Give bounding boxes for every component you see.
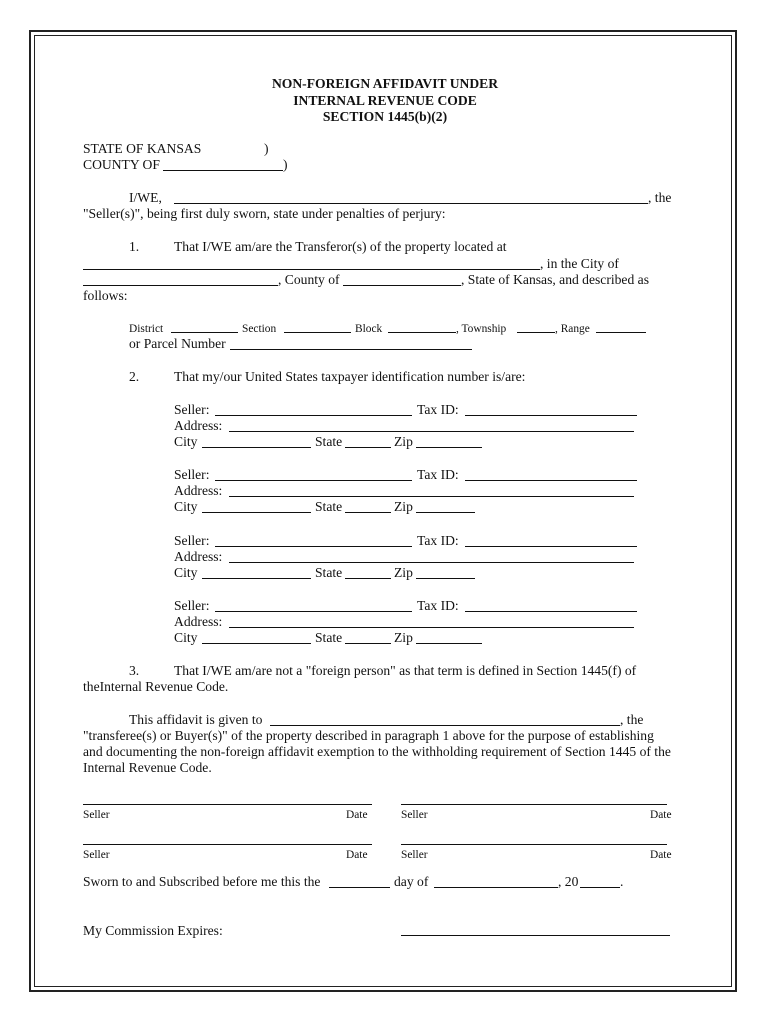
- range-field[interactable]: [596, 320, 646, 333]
- city-label: City: [174, 434, 198, 449]
- seller-caption: Seller: [83, 849, 110, 861]
- address-field[interactable]: [229, 614, 634, 628]
- seller-label: Seller:: [174, 402, 210, 417]
- para4-line-4: Internal Revenue Code.: [83, 760, 212, 775]
- township-field[interactable]: [517, 320, 555, 333]
- para4-the: , the: [620, 712, 644, 727]
- in-city-label: , in the City of: [540, 256, 619, 271]
- seller-name-field[interactable]: [215, 533, 412, 547]
- date-caption: Date: [346, 809, 368, 821]
- address-label: Address:: [174, 418, 223, 433]
- tax-id-field[interactable]: [465, 598, 637, 612]
- zip-field[interactable]: [416, 434, 482, 448]
- date-caption: Date: [650, 849, 672, 861]
- para1-number: 1.: [129, 239, 140, 254]
- seller-caption: Seller: [83, 809, 110, 821]
- para2-number: 2.: [129, 369, 140, 384]
- date-caption: Date: [650, 809, 672, 821]
- sworn-end: .: [620, 874, 624, 889]
- zip-label: Zip: [394, 434, 413, 449]
- zip-field[interactable]: [416, 565, 475, 579]
- sworn-year-field[interactable]: [580, 874, 620, 888]
- seller-label: Seller:: [174, 467, 210, 482]
- para4-line-3: and documenting the non-foreign affidavit exemption to the withholding requirement of Section 1445 of the: [83, 744, 671, 759]
- state-label: State: [315, 434, 343, 449]
- county-name-field[interactable]: [343, 272, 461, 286]
- zip-label: Zip: [394, 499, 413, 514]
- para3-text: That I/WE am/are not a "foreign person" as that term is defined in Section 1445(f) of: [174, 663, 637, 678]
- seller-signature-line[interactable]: [401, 792, 667, 805]
- commission-expires-field[interactable]: [401, 922, 670, 936]
- tax-id-field[interactable]: [465, 467, 637, 481]
- para3-number: 3.: [129, 663, 140, 678]
- seller-signature-line[interactable]: [83, 792, 372, 805]
- address-field[interactable]: [229, 549, 634, 563]
- title-line-2: INTERNAL REVENUE CODE: [293, 93, 477, 108]
- seller-signature-line[interactable]: [83, 832, 372, 845]
- block-field[interactable]: [388, 320, 456, 333]
- tax-id-label: Tax ID:: [417, 533, 459, 548]
- seller-name-field[interactable]: [215, 467, 412, 481]
- iwe-label: I/WE,: [129, 190, 162, 205]
- county-paren: ): [283, 157, 288, 172]
- state-field[interactable]: [345, 565, 391, 579]
- range-label: , Range: [555, 323, 590, 335]
- township-label: , Township: [456, 323, 507, 335]
- para4-start: This affidavit is given to: [129, 712, 263, 727]
- zip-label: Zip: [394, 565, 413, 580]
- seller-label: Seller:: [174, 598, 210, 613]
- state-label: STATE OF KANSAS: [83, 141, 202, 156]
- address-field[interactable]: [229, 483, 634, 497]
- property-address-field[interactable]: [83, 256, 540, 270]
- city-field[interactable]: [202, 499, 311, 513]
- transferee-field[interactable]: [270, 712, 620, 726]
- para2-text: That my/our United States taxpayer identification number is/are:: [174, 369, 526, 384]
- district-label: District: [129, 323, 164, 335]
- district-field[interactable]: [171, 320, 238, 333]
- sworn-day-field[interactable]: [329, 874, 390, 888]
- state-field[interactable]: [345, 499, 391, 513]
- date-caption: Date: [346, 849, 368, 861]
- commission-label: My Commission Expires:: [83, 923, 223, 938]
- tax-id-field[interactable]: [465, 533, 637, 547]
- city-label: City: [174, 499, 198, 514]
- seller-label: Seller:: [174, 533, 210, 548]
- title-line-3: SECTION 1445(b)(2): [322, 109, 448, 124]
- sworn-month-field[interactable]: [434, 874, 558, 888]
- follows-label: follows:: [83, 288, 128, 303]
- title-line-1: NON-FOREIGN AFFIDAVIT UNDER: [271, 76, 499, 91]
- zip-field[interactable]: [416, 499, 475, 513]
- section-label: Section: [242, 323, 277, 335]
- state-label: State: [315, 565, 343, 580]
- city-label: City: [174, 630, 198, 645]
- address-field[interactable]: [229, 418, 634, 432]
- state-field[interactable]: [345, 630, 391, 644]
- city-field[interactable]: [202, 630, 311, 644]
- intro-line-2: "Seller(s)", being first duly sworn, state under penalties of perjury:: [83, 206, 446, 221]
- address-label: Address:: [174, 614, 223, 629]
- city-field[interactable]: [202, 565, 311, 579]
- address-label: Address:: [174, 483, 223, 498]
- seller-name-field[interactable]: [215, 598, 412, 612]
- county-field[interactable]: [163, 157, 283, 171]
- seller-names-field[interactable]: [174, 190, 648, 204]
- seller-name-field[interactable]: [215, 402, 412, 416]
- para4-line-2: "transferee(s) or Buyer(s)" of the property described in paragraph 1 above for the purpose of establishing: [83, 728, 654, 743]
- county-label: COUNTY OF: [83, 157, 160, 172]
- seller-caption: Seller: [401, 849, 428, 861]
- parcel-label: or Parcel Number: [129, 336, 226, 351]
- day-of-label: day of: [394, 874, 429, 889]
- section-field[interactable]: [284, 320, 351, 333]
- tax-id-field[interactable]: [465, 402, 637, 416]
- city-label: City: [174, 565, 198, 580]
- tax-id-label: Tax ID:: [417, 467, 459, 482]
- state-label: State: [315, 499, 343, 514]
- zip-label: Zip: [394, 630, 413, 645]
- block-label: Block: [355, 323, 383, 335]
- year-prefix: , 20: [558, 874, 579, 889]
- parcel-field[interactable]: [230, 336, 472, 350]
- iwe-the: , the: [648, 190, 672, 205]
- city-field[interactable]: [83, 272, 278, 286]
- tax-id-label: Tax ID:: [417, 402, 459, 417]
- state-label: State: [315, 630, 343, 645]
- address-label: Address:: [174, 549, 223, 564]
- seller-signature-line[interactable]: [401, 832, 667, 845]
- seller-caption: Seller: [401, 809, 428, 821]
- tax-id-label: Tax ID:: [417, 598, 459, 613]
- state-paren: ): [264, 141, 269, 156]
- para3-line-2: theInternal Revenue Code.: [83, 679, 229, 694]
- state-field[interactable]: [345, 434, 391, 448]
- county-of-label: , County of: [278, 272, 340, 287]
- state-tail: , State of Kansas, and described as: [461, 272, 649, 287]
- city-field[interactable]: [202, 434, 311, 448]
- zip-field[interactable]: [416, 630, 482, 644]
- sworn-start: Sworn to and Subscribed before me this the: [83, 874, 321, 889]
- para1-text: That I/WE am/are the Transferor(s) of the property located at: [174, 239, 507, 254]
